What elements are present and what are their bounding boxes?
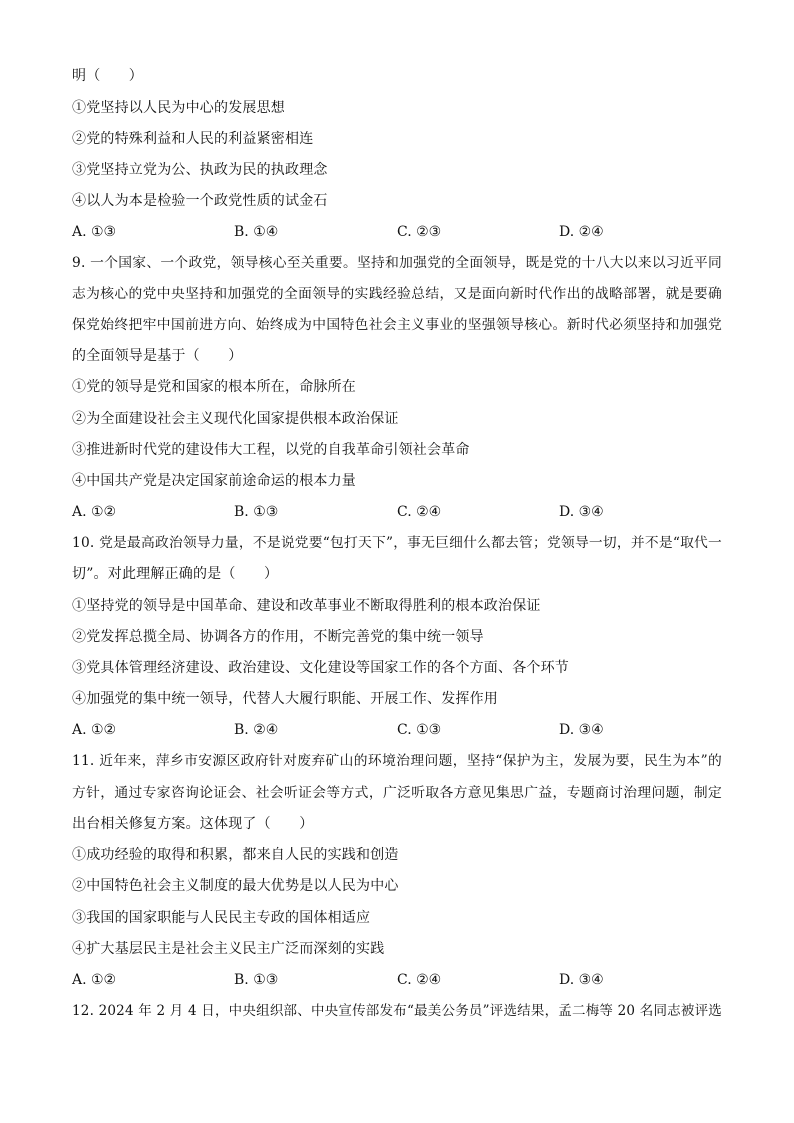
q9-choice-b: B. ①③ [234, 504, 279, 520]
q12-stem-line-1: 12. 2024 年 2 月 4 日，中央组织部、中央宣传部发布“最美公务员”评选结果，孟二梅等 20 名同志被评选 [72, 1003, 722, 1019]
q10-option-1: ①坚持党的领导是中国革命、建设和改革事业不断取得胜利的根本政治保证 [72, 598, 541, 614]
q11-stem-line-2: 方针，通过专家咨询论证会、社会听证会等方式，广泛听取各方意见集思广益，专题商讨治理问题，制定 [72, 785, 722, 801]
q8-option-2: ②党的特殊利益和人民的利益紧密相连 [72, 131, 314, 147]
q10-choice-b: B. ②④ [234, 722, 279, 738]
q9-choice-d: D. ③④ [559, 504, 604, 520]
q9-choice-a: A. ①② [72, 504, 117, 520]
q8-option-3: ③党坚持立党为公、执政为民的执政理念 [72, 162, 328, 178]
q9-option-1: ①党的领导是党和国家的根本所在，命脉所在 [72, 379, 356, 395]
q11-choices [72, 970, 722, 990]
q11-choice-c: C. ②④ [397, 972, 442, 988]
q9-stem-line-4: 的全面领导是基于（ ） [72, 348, 243, 364]
q8-choice-b: B. ①④ [234, 224, 279, 240]
q8-option-1: ①党坚持以人民为中心的发展思想 [72, 100, 285, 116]
q8-stem-tail: 明（ ） [72, 68, 143, 84]
q9-option-4: ④中国共产党是决定国家前途命运的根本力量 [72, 473, 356, 489]
q11-stem-line-3: 出台相关修复方案。这体现了（ ） [72, 816, 314, 832]
q9-stem-line-2: 志为核心的党中央坚持和加强党的全面领导的实践经验总结，又是面向新时代作出的战略部署，就是要确 [72, 286, 722, 302]
q11-option-1: ①成功经验的取得和积累，都来自人民的实践和创造 [72, 847, 399, 863]
q9-option-3: ③推进新时代党的建设伟大工程，以党的自我革命引领社会革命 [72, 442, 470, 458]
q9-stem-line-3: 保党始终把牢中国前进方向、始终成为中国特色社会主义事业的坚强领导核心。新时代必须坚持和加强党 [72, 317, 722, 333]
q8-option-4: ④以人为本是检验一个政党性质的试金石 [72, 193, 328, 209]
q11-choice-d: D. ③④ [559, 972, 604, 988]
q10-choice-d: D. ③④ [559, 722, 604, 738]
q9-choice-c: C. ②④ [397, 504, 442, 520]
q10-choices [72, 720, 722, 740]
q8-choice-d: D. ②④ [559, 224, 604, 240]
q10-choice-a: A. ①② [72, 722, 117, 738]
q8-choice-c: C. ②③ [397, 224, 442, 240]
q8-choices [72, 222, 722, 242]
q11-option-2: ②中国特色社会主义制度的最大优势是以人民为中心 [72, 878, 399, 894]
q9-option-2: ②为全面建设社会主义现代化国家提供根本政治保证 [72, 411, 399, 427]
q10-option-3: ③党具体管理经济建设、政治建设、文化建设等国家工作的各个方面、各个环节 [72, 660, 569, 676]
q10-option-2: ②党发挥总揽全局、协调各方的作用，不断完善党的集中统一领导 [72, 629, 484, 645]
q11-choice-b: B. ①③ [234, 972, 279, 988]
q8-choice-a: A. ①③ [72, 224, 117, 240]
q10-stem-line-1: 10. 党是最高政治领导力量，不是说党要“包打天下”，事无巨细什么都去管；党领导一切，并不是“取代一 [72, 535, 722, 551]
q11-choice-a: A. ①② [72, 972, 117, 988]
q11-option-3: ③我国的国家职能与人民民主专政的国体相适应 [72, 910, 371, 926]
q11-option-4: ④扩大基层民主是社会主义民主广泛而深刻的实践 [72, 941, 385, 957]
q10-option-4: ④加强党的集中统一领导，代替人大履行职能、开展工作、发挥作用 [72, 691, 498, 707]
q9-stem-line-1: 9. 一个国家、一个政党，领导核心至关重要。坚持和加强党的全面领导，既是党的十八大以来以习近平同 [72, 255, 722, 271]
q10-stem-line-2: 切”。对此理解正确的是（ ） [72, 566, 279, 582]
q10-choice-c: C. ①③ [397, 722, 442, 738]
q11-stem-line-1: 11. 近年来，萍乡市安源区政府针对废弃矿山的环境治理问题，坚持“保护为主，发展为要，民生为本”的 [72, 753, 722, 769]
q9-choices [72, 502, 722, 522]
